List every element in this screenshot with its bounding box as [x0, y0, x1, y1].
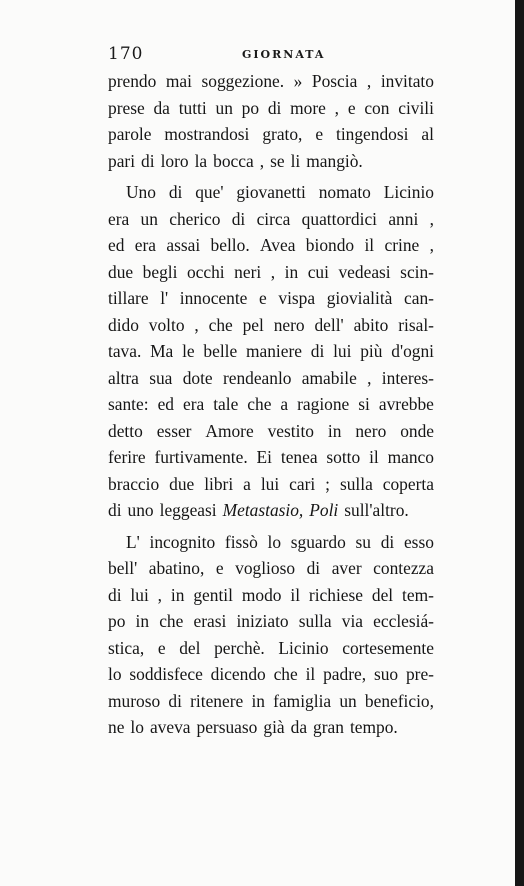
text-line	[108, 418, 434, 445]
word: a	[243, 473, 251, 494]
word: lui	[260, 473, 280, 494]
word: in	[170, 584, 185, 605]
word: perchè.	[214, 637, 265, 658]
word: soddisfece	[129, 664, 203, 684]
word: e	[347, 97, 356, 118]
word: di	[310, 341, 325, 361]
word: con	[364, 97, 390, 118]
word: amabile	[301, 367, 357, 388]
word: e	[315, 124, 324, 144]
word: pel	[242, 314, 264, 335]
word: bello.	[210, 235, 250, 255]
word: voglioso	[235, 558, 296, 578]
text-line	[108, 232, 434, 259]
word: era	[134, 235, 157, 255]
word: assai	[166, 235, 201, 255]
word: Ei	[256, 447, 273, 467]
word: sulla	[339, 473, 373, 494]
body-text	[108, 68, 434, 741]
word: leggeasi	[159, 500, 217, 520]
word: innocente	[179, 288, 248, 308]
text-line	[108, 391, 434, 418]
word: braccio	[108, 473, 160, 494]
word: che	[273, 664, 298, 684]
word: bell'	[108, 558, 138, 578]
word: maniere	[245, 341, 302, 361]
word: ,	[259, 150, 265, 171]
word: erasi	[193, 611, 227, 631]
word: vestito	[267, 420, 314, 441]
word: tava.	[108, 341, 142, 361]
word: mangiò.	[306, 150, 363, 171]
text-line	[108, 68, 434, 95]
word: Avea	[260, 235, 296, 255]
text-line	[108, 608, 434, 635]
word: begli	[142, 261, 178, 282]
word: tale	[213, 394, 239, 414]
word: e	[215, 558, 224, 578]
word: due	[169, 473, 195, 494]
word: di	[267, 97, 282, 118]
word: di	[306, 558, 321, 578]
word: dote	[182, 367, 213, 388]
word: di	[168, 182, 183, 202]
word: gran	[313, 717, 344, 737]
word: il	[364, 235, 375, 255]
text-line	[108, 259, 434, 286]
text-line	[108, 285, 434, 312]
word: parole	[108, 124, 152, 144]
word: scin-	[400, 261, 434, 282]
word: ,	[194, 314, 199, 335]
word: L'	[126, 531, 140, 552]
word: soggezione.	[201, 71, 285, 91]
word: nomato	[318, 182, 371, 202]
text-line	[108, 338, 434, 365]
word: ,	[367, 367, 372, 388]
word: sguardo	[290, 531, 346, 552]
word: ed	[157, 394, 174, 414]
word: prese	[108, 97, 145, 118]
word: giovanetti	[236, 182, 306, 202]
word: dido	[108, 314, 139, 335]
word: fissò	[224, 531, 258, 552]
word: che	[247, 394, 272, 414]
word: di	[168, 690, 182, 711]
word: sante:	[108, 394, 149, 414]
word: mai	[165, 71, 192, 91]
word: nero	[273, 314, 305, 335]
word: ,	[366, 71, 372, 91]
word: Amore	[205, 420, 254, 441]
text-line	[108, 444, 434, 471]
word: due	[108, 261, 134, 282]
word: che	[208, 314, 233, 335]
word: d'ogni	[391, 341, 434, 361]
word: tillare	[108, 288, 149, 308]
word: iniziato	[236, 611, 289, 631]
word: tempo.	[349, 717, 398, 737]
word: che	[159, 611, 184, 631]
word: da	[153, 97, 170, 118]
word: ecclesiá-	[373, 611, 434, 631]
word: lui	[130, 584, 149, 605]
word: coperta	[382, 473, 434, 494]
word: mostrandosi	[164, 124, 250, 144]
word: neri	[234, 261, 262, 282]
word: se	[270, 150, 285, 171]
word: incognito	[149, 531, 216, 552]
word: già	[263, 717, 285, 737]
word: padre,	[323, 664, 367, 684]
text-line	[108, 497, 434, 524]
word: occhi	[186, 261, 225, 282]
word: libri	[204, 473, 234, 494]
word: Metastasio,	[222, 500, 304, 520]
word: e	[157, 637, 166, 658]
text-line	[108, 555, 434, 582]
word: ,	[157, 584, 163, 605]
word: lo	[130, 717, 144, 737]
word: di	[108, 584, 122, 605]
word: Poscia	[311, 71, 358, 91]
word: famiglia	[273, 690, 332, 711]
text-line	[108, 635, 434, 662]
word: avrebbe	[378, 394, 434, 414]
word: ,	[270, 261, 276, 282]
word: persuaso	[196, 717, 258, 737]
word: dell'	[314, 314, 344, 335]
word: Ma	[150, 341, 174, 361]
word: giovialità	[326, 288, 393, 308]
word: richiese	[308, 584, 363, 605]
word: era	[182, 394, 205, 414]
word: rendeanlo	[222, 367, 292, 388]
word: Licinio	[383, 182, 434, 202]
word: di	[108, 500, 122, 520]
running-head: GIORNATA	[242, 48, 326, 61]
word: da	[290, 717, 308, 737]
word: sotto	[326, 447, 361, 467]
word: cortesemente	[342, 637, 434, 658]
word: detto	[108, 420, 143, 441]
word: stica,	[108, 637, 145, 658]
word: via	[341, 611, 364, 631]
word: que'	[195, 182, 224, 202]
word: del	[179, 637, 201, 658]
word: lui	[333, 341, 352, 361]
word: il	[290, 584, 301, 605]
page-edge-shadow	[515, 0, 524, 886]
word: ,	[334, 97, 340, 118]
word: e	[259, 288, 267, 308]
word: altra	[108, 367, 139, 388]
word: tenea	[280, 447, 318, 467]
text-line	[108, 582, 434, 609]
word: dicendo	[210, 664, 266, 684]
word: Uno	[126, 182, 156, 202]
word: si	[358, 394, 370, 414]
word: Licinio	[278, 637, 329, 658]
text-line	[108, 661, 434, 688]
word: il	[369, 447, 379, 467]
word: tingendosi	[336, 124, 409, 144]
page-header	[108, 44, 434, 66]
word: cui	[307, 261, 329, 282]
word: loro	[160, 150, 189, 171]
word: risal-	[398, 314, 434, 335]
word: l'	[160, 288, 169, 308]
text-line	[108, 688, 434, 715]
word: contezza	[373, 558, 434, 578]
word: vedeasi	[338, 261, 391, 282]
text-line	[108, 121, 434, 148]
word: la	[194, 150, 208, 171]
word: quattordici	[301, 208, 378, 229]
word: lo	[267, 531, 282, 552]
word: più	[360, 341, 383, 361]
word: un	[140, 208, 158, 229]
word: belle	[203, 341, 238, 361]
word: ragione	[297, 394, 350, 414]
text-line	[108, 206, 434, 233]
word: le	[182, 341, 195, 361]
word: del	[371, 584, 394, 605]
word: beneficio,	[364, 690, 434, 711]
word: sull'altro.	[344, 500, 409, 520]
text-line	[108, 714, 434, 741]
word: era	[108, 208, 130, 229]
text-line	[108, 148, 434, 175]
word: uno	[127, 500, 154, 520]
word: ritenere	[190, 690, 244, 711]
word: abito	[353, 314, 389, 335]
word: ne	[108, 717, 125, 737]
word: bocca	[213, 150, 254, 171]
word: li	[290, 150, 301, 171]
word: sua	[149, 367, 173, 388]
word: di	[231, 208, 246, 229]
word: pre-	[405, 664, 434, 684]
word: prendo	[108, 71, 157, 91]
text-line	[108, 95, 434, 122]
word: pari	[108, 150, 136, 171]
word: in	[251, 690, 265, 711]
word: vispa	[278, 288, 316, 308]
word: ferire	[108, 447, 146, 467]
word: grato,	[262, 124, 303, 144]
word: ,	[429, 208, 434, 229]
word: biondo	[305, 235, 355, 255]
word: nero	[355, 420, 387, 441]
word: »	[293, 71, 303, 91]
word: anni	[388, 208, 419, 229]
word: more	[290, 97, 326, 118]
word: in	[135, 611, 150, 631]
word: lo	[108, 664, 122, 684]
word: po	[108, 611, 126, 631]
word: volto	[148, 314, 185, 335]
word: su	[355, 531, 371, 552]
word: sulla	[298, 611, 332, 631]
word: manco	[387, 447, 434, 467]
page-number: 170	[108, 44, 144, 64]
word: crine	[384, 235, 420, 255]
word: un	[215, 97, 233, 118]
word: invitato	[380, 71, 434, 91]
word: tem-	[402, 584, 434, 605]
word: tutti	[178, 97, 207, 118]
word: civili	[398, 97, 434, 118]
word: a	[280, 394, 289, 414]
word: furtivamente.	[154, 447, 248, 467]
word: aveva	[149, 717, 191, 737]
word: cherico	[169, 208, 221, 229]
word: Poli	[309, 500, 339, 520]
word: cari	[289, 473, 316, 494]
word: po	[241, 97, 260, 118]
word: ,	[429, 235, 434, 255]
text-line	[108, 471, 434, 498]
word: in	[284, 261, 299, 282]
word: esso	[403, 531, 434, 552]
text-line	[108, 365, 434, 392]
word: aver	[331, 558, 362, 578]
word: di	[141, 150, 155, 171]
text-line	[108, 179, 434, 206]
text-line	[108, 312, 434, 339]
word: il	[305, 664, 316, 684]
word: in	[327, 420, 342, 441]
word: can-	[404, 288, 434, 308]
word: modo	[241, 584, 282, 605]
word: gentil	[193, 584, 233, 605]
word: ed	[108, 235, 125, 255]
word: un	[339, 690, 357, 711]
text-line	[108, 529, 434, 556]
word: di	[380, 531, 395, 552]
word: suo	[373, 664, 399, 684]
word: onde	[400, 420, 434, 441]
word: abatino,	[148, 558, 205, 578]
word: ;	[325, 473, 330, 494]
word: interes-	[381, 367, 434, 388]
word: al	[421, 124, 434, 144]
word: esser	[156, 420, 192, 441]
word: muroso	[108, 690, 161, 711]
word: circa	[256, 208, 291, 229]
